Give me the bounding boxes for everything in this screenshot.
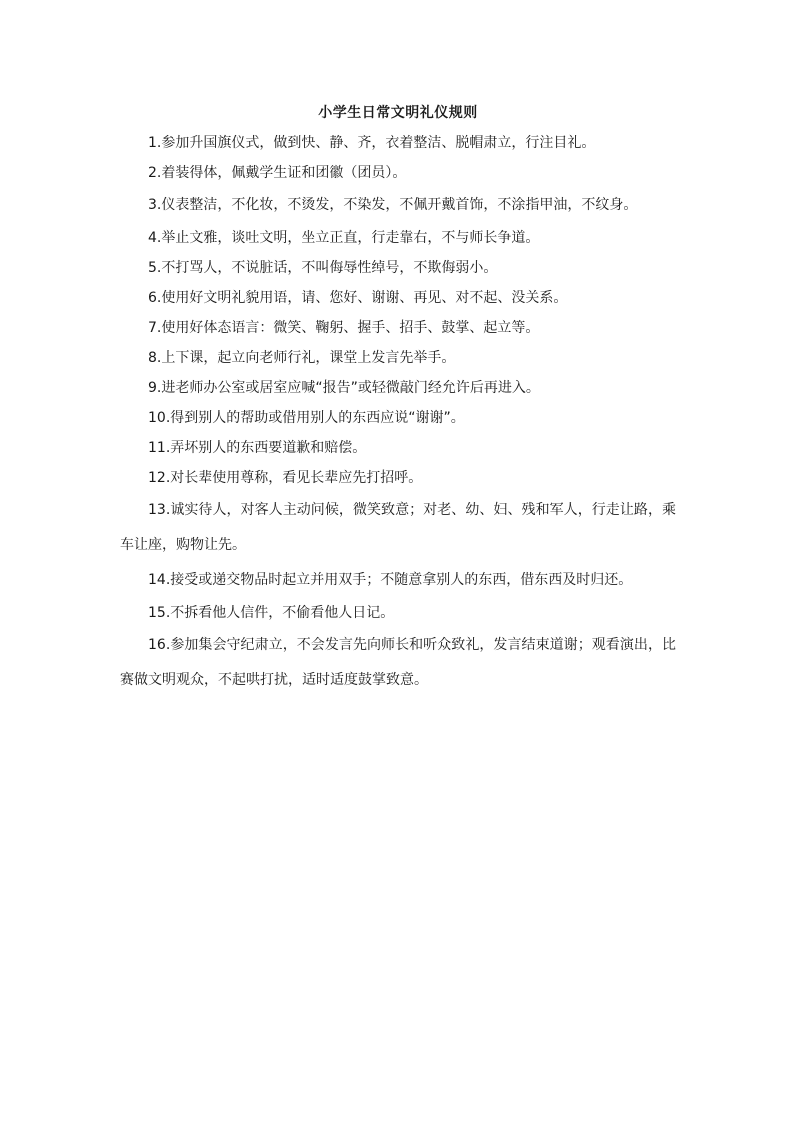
rule-item: 3.仪表整洁，不化妆，不烫发，不染发，不佩开戴首饰，不涂指甲油，不纹身。	[148, 197, 638, 213]
rule-item: 7.使用好体态语言：微笑、鞠躬、握手、招手、鼓掌、起立等。	[148, 320, 540, 336]
document-title: 小学生日常文明礼仪规则	[318, 105, 478, 121]
rule-item: 2.着装得体，佩戴学生证和团徽（团员）。	[148, 165, 407, 181]
rule-item: 13.诚实待人，对客人主动问候，微笑致意；对老、幼、妇、残和军人，行走让路，乘车让座，购物让先。	[120, 502, 676, 553]
rule-item: 15.不拆看他人信件，不偷看他人日记。	[148, 605, 395, 621]
rule-item: 6.使用好文明礼貌用语，请、您好、谢谢、再见、对不起、没关系。	[148, 290, 568, 306]
rule-item: 14.接受或递交物品时起立并用双手；不随意拿别人的东西，借东西及时归还。	[148, 572, 633, 588]
rule-item: 5.不打骂人，不说脏话，不叫侮辱性绰号，不欺侮弱小。	[148, 260, 498, 276]
rule-item: 1.参加升国旗仪式，做到快、静、齐，衣着整洁、脱帽肃立，行注目礼。	[148, 135, 596, 151]
rule-item: 9.进老师办公室或居室应喊“报告”或轻微敲门经允许后再进入。	[148, 380, 540, 396]
document-body	[120, 100, 676, 698]
rule-item: 16.参加集会守纪肃立，不会发言先向师长和听众致礼，发言结束道谢；观看演出，比赛做文明观众，不起哄打扰，适时适度鼓掌致意。	[120, 637, 676, 688]
rule-item: 4.举止文雅，谈吐文明，坐立正直，行走靠右，不与师长争道。	[148, 230, 540, 246]
rule-item: 11.弄坏别人的东西要道歉和赔偿。	[148, 440, 367, 456]
rule-item: 8.上下课，起立向老师行礼，课堂上发言先举手。	[148, 350, 456, 366]
rule-item: 12.对长辈使用尊称，看见长辈应先打招呼。	[148, 470, 423, 486]
rule-item: 10.得到别人的帮助或借用别人的东西应说“谢谢”。	[148, 410, 465, 426]
